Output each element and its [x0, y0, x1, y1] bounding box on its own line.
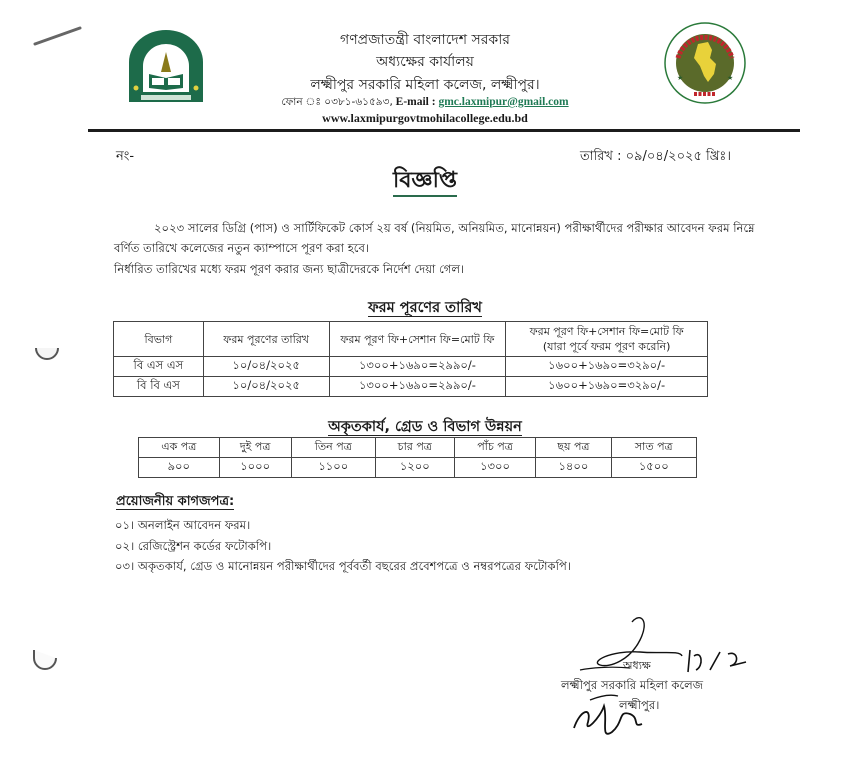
website-link[interactable]: www.laxmipurgovtmohilacollege.edu.bd	[322, 111, 528, 125]
header-cell	[506, 322, 708, 357]
fee-cell: ১০০০	[219, 458, 291, 478]
header-cell: এক পত্র	[139, 438, 220, 458]
table-row	[114, 357, 708, 377]
fee-cell: ১২০০	[375, 458, 454, 478]
header-cell: ফরম পূরণের তারিখ	[203, 322, 329, 357]
header-cell: বিভাগ	[114, 322, 204, 357]
table-row	[114, 377, 708, 397]
cell-department: বি এস এস	[114, 357, 204, 377]
table-header-row	[139, 438, 697, 458]
phone-label: ফোন ঃ ০৩৮১-৬১৫৯৩,	[281, 96, 393, 108]
form-fill-table-title	[0, 297, 850, 321]
header-cell: ছয় পত্র	[536, 438, 611, 458]
signatory-organization: লক্ষ্মীপুর সরকারি মহিলা কলেজ	[561, 678, 704, 692]
signatory-role: অধ্যক্ষ	[623, 659, 651, 672]
document-item: ০২। রেজিস্ট্রেশন কর্ডের ফটোকপি।	[115, 539, 272, 553]
college-name: লক্ষ্মীপুর সরকারি মহিলা কলেজ, লক্ষ্মীপুর।	[310, 77, 540, 93]
document-item: ০৩। অকৃতকার্য, গ্রেড ও মানোন্নয়ন পরীক্ষার্থীদের পূর্ববর্তী বছরের প্রবেশপত্রে ও নম্বরপত্রের ফটোকপি।	[115, 559, 571, 573]
cell-fee: ১৩০০+১৬৯০=২৯৯০/-	[329, 357, 506, 377]
signatory-city: লক্ষ্মীপুর।	[619, 698, 660, 712]
fee-cell: ৯০০	[139, 458, 220, 478]
contact-line	[0, 95, 850, 112]
notice-title-text: বিজ্ঞপ্তি	[393, 168, 457, 197]
cell-fee: ১৩০০+১৬৯০=২৯৯০/-	[329, 377, 506, 397]
form-fill-table	[113, 321, 708, 397]
notice-title	[0, 163, 850, 200]
documents-title-text: প্রয়োজনীয় কাগজপত্র:	[116, 494, 235, 509]
improvement-fee-table	[138, 437, 697, 478]
punch-hole-icon	[28, 640, 62, 674]
form-fill-table-title-text: ফরম পূরণের তারিখ	[368, 300, 482, 316]
improvement-table-title-text: অকৃতকার্য, গ্রেড ও বিভাগ উন্নয়ন	[328, 419, 522, 435]
cell-fee-new: ১৬০০+১৬৯০=৩২৯০/-	[506, 377, 708, 397]
document-item: ০১। অনলাইন আবেদন ফরম।	[115, 518, 251, 532]
table-row	[139, 458, 697, 478]
email-label: E-mail :	[395, 96, 436, 108]
header-cell: ফরম পূরণ ফি+সেশান ফি=মোট ফি	[329, 322, 506, 357]
government-name: গণপ্রজাতন্ত্রী বাংলাদেশ সরকার	[340, 32, 510, 48]
fee-cell: ১৫০০	[611, 458, 696, 478]
header-cell: পাঁচ পত্র	[454, 438, 536, 458]
office-name: অধ্যক্ষের কার্যালয়	[376, 54, 474, 70]
header-cell: দুই পত্র	[219, 438, 291, 458]
svg-text:★: ★	[677, 74, 684, 82]
notice-paragraph-2: নির্ধারিত তারিখের মধ্যে ফরম পূরণ করার জন্য ছাত্রীদেরকে নির্দেশ দেয়া গেল।	[114, 262, 465, 276]
memo-date: তারিখ : ০৯/০৪/২০২৫ খ্রিঃ।	[580, 149, 732, 164]
svg-text:★: ★	[727, 74, 734, 82]
header-cell-line: ফরম পূরণ ফি+সেশান ফি=মোট ফি	[529, 325, 684, 338]
header-cell: তিন পত্র	[291, 438, 375, 458]
memo-number: নং-	[116, 149, 135, 164]
cell-date: ১০/০৪/২০২৫	[203, 357, 329, 377]
fee-cell: ১১০০	[291, 458, 375, 478]
cell-department: বি বি এস	[114, 377, 204, 397]
header-cell: সাত পত্র	[611, 438, 696, 458]
cell-fee-new: ১৬০০+১৬৯০=৩২৯০/-	[506, 357, 708, 377]
cell-date: ১০/০৪/২০২৫	[203, 377, 329, 397]
table-header-row	[114, 322, 708, 357]
header-cell: চার পত্র	[375, 438, 454, 458]
fee-cell: ১৩০০	[454, 458, 536, 478]
notice-paragraph-1: ২০২৩ সালের ডিগ্রি (পাস) ও সার্টিফিকেট কোর্স ২য় বর্ষ (নিয়মিত, অনিয়মিত, মানোন্নয়ন) পরীক্ষার্থীদের পরীক্ষার আবেদন ফরম নিম্নে বর্ণিত তারিখে কলেজের নতুন ক্যাম্পাসে পূরণ করা হবে।	[114, 221, 755, 255]
header-divider	[88, 129, 800, 132]
documents-title	[116, 492, 234, 513]
fee-cell: ১৪০০	[536, 458, 611, 478]
email-link[interactable]: gmc.laxmipur@gmail.com	[438, 96, 569, 108]
punch-hole-icon	[30, 330, 64, 364]
header-cell-note: (যারা পূর্বে ফরম পূরণ করেনি)	[542, 340, 671, 353]
